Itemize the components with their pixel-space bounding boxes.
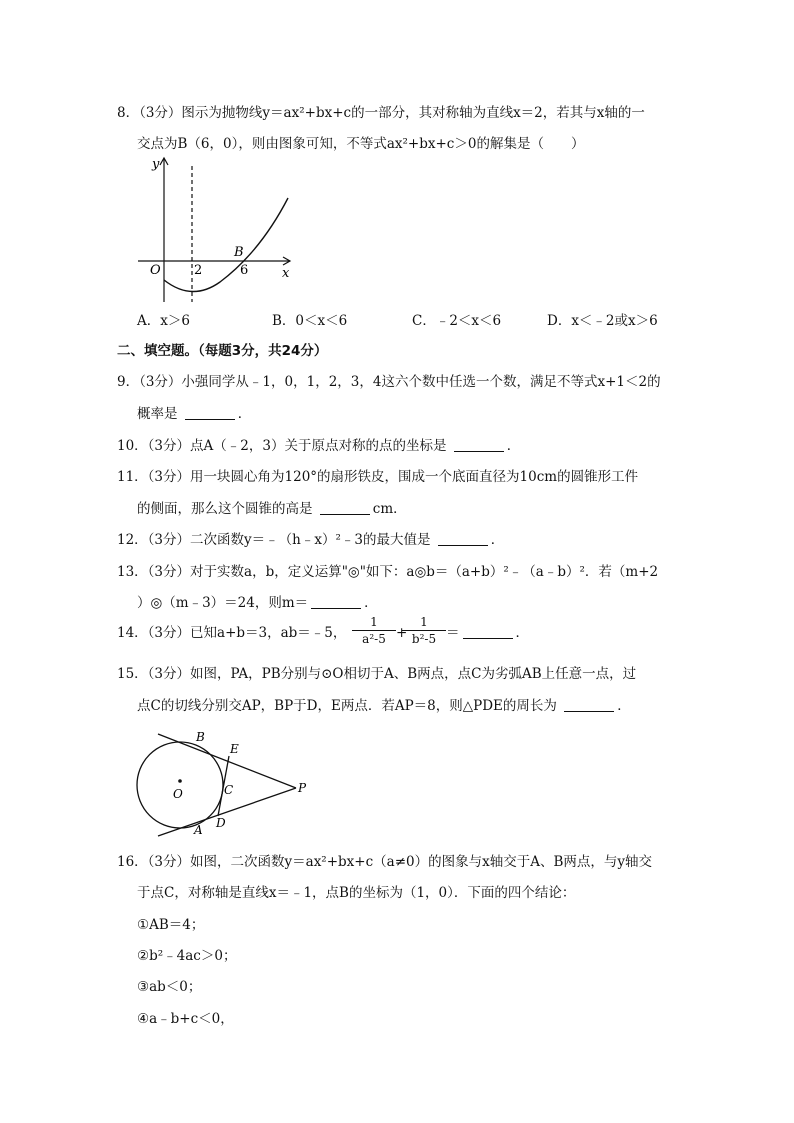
q14-equals: ＝: [446, 625, 460, 641]
q14-fraction-2-numerator: 1: [420, 615, 428, 629]
label-a: A: [194, 823, 203, 837]
q11-line1: 11．（3分）用一块圆心角为120°的扇形铁皮，围成一个底面直径为10cm的圆锥形工件: [117, 469, 639, 485]
q8-option-d: D．x＜﹣2或x＞6: [547, 313, 658, 329]
q11-unit: cm．: [372, 501, 407, 517]
tick-2-label: 2: [194, 263, 203, 278]
q14-fraction-1: [352, 615, 396, 646]
q14-line: 14．（3分）已知a+b＝3，ab＝﹣5，: [117, 625, 347, 641]
q8-line2: 交点为B（6，0），则由图象可知，不等式ax²+bx+c＞0的解集是（ ）: [137, 136, 585, 152]
q16-item-2: ②b²﹣4ac＞0；: [137, 948, 237, 964]
q16-line2: 于点C，对称轴是直线x＝﹣1，点B的坐标为（1，0）．下面的四个结论：: [137, 885, 576, 901]
q14-fraction-2-bar: [402, 630, 446, 631]
y-label: y: [152, 157, 160, 172]
label-o: O: [173, 787, 183, 801]
q14-answer-blank: [463, 625, 513, 639]
q13-line2: ）◎（m﹣3）＝24，则m＝ ．: [137, 595, 378, 611]
q13-line2-text: ）◎（m﹣3）＝24，则m＝: [137, 595, 309, 611]
q13-line1: 13．（3分）对于实数a，b，定义运算"◎"如下：a◎b＝（a+b）²﹣（a﹣b）²．若（m+2: [117, 564, 659, 580]
label-p: P: [298, 781, 307, 795]
q11-line2: [137, 499, 407, 519]
q9-line2-text: 概率是: [137, 406, 178, 422]
q10-line: 10．（3分）点A（﹣2，3）关于原点对称的点的坐标是 ．: [117, 438, 521, 454]
q8-option-c: C．﹣2＜x＜6: [412, 313, 502, 329]
q11-line2-text: 的侧面，那么这个圆锥的高是: [137, 501, 313, 517]
q14-plus: +: [396, 625, 408, 641]
q15-line1: 15．（3分）如图，PA，PB分别与⊙O相切于A、B两点，点C为劣弧AB上任意一点，过: [117, 666, 637, 682]
label-b: B: [196, 730, 205, 744]
tick-6-label: 6: [240, 263, 249, 278]
q12-text: 12．（3分）二次函数y＝﹣（h﹣x）²﹣3的最大值是: [117, 532, 431, 548]
parabola-curve: [164, 198, 288, 292]
q14-fraction-1-numerator: 1: [370, 615, 378, 629]
label-e: E: [230, 742, 239, 756]
q15-answer-blank: [564, 698, 614, 712]
section-title: 二、填空题。（每题3分，共24分）: [117, 343, 328, 359]
q15-line2-text: 点C的切线分别交AP，BP于D，E两点．若AP＝8，则△PDE的周长为: [137, 698, 557, 714]
x-label: x: [282, 266, 290, 281]
q15-line2: 点C的切线分别交AP，BP于D，E两点．若AP＝8，则△PDE的周长为 ．: [137, 698, 631, 714]
q12-line: 12．（3分）二次函数y＝﹣（h﹣x）²﹣3的最大值是 ．: [117, 532, 505, 548]
q16-item-4: ④a﹣b+c＜0，: [137, 1011, 234, 1027]
q16-line1: 16．（3分）如图，二次函数y＝ax²+bx+c（a≠0）的图象与x轴交于A、B两点，与y轴交: [117, 854, 653, 870]
q9-line2: 概率是 ．: [137, 406, 252, 422]
center-point: [178, 779, 182, 783]
q13-answer-blank: [311, 595, 361, 609]
q12-answer-blank: [438, 532, 488, 546]
parabola-figure: [130, 152, 300, 312]
label-c: C: [224, 783, 234, 797]
label-d: D: [216, 816, 226, 830]
q9-answer-blank: [185, 406, 235, 420]
q16-item-1: ①AB＝4；: [137, 917, 205, 933]
q16-item-3: ③ab＜0；: [137, 979, 202, 995]
q14-fraction-2: [402, 615, 446, 646]
point-b-label: B: [234, 245, 244, 260]
q11-answer-blank: [320, 501, 370, 515]
q10-text: 10．（3分）点A（﹣2，3）关于原点对称的点的坐标是: [117, 438, 447, 454]
circle-tangent-figure: [130, 724, 320, 842]
q14-fraction-1-denominator: a²-5: [362, 632, 386, 646]
q8-option-a: A．x＞6: [137, 313, 190, 329]
origin-label: O: [150, 263, 161, 278]
q8-line1: 8．（3分）图示为抛物线y＝ax²+bx+c的一部分，其对称轴为直线x＝2，若其与x轴的一: [117, 105, 645, 121]
q10-answer-blank: [454, 438, 504, 452]
q14-fraction-1-bar: [352, 630, 396, 631]
q14-tail: ＝ ．: [446, 625, 529, 641]
q9-line1: 9．（3分）小强同学从﹣1，0，1，2，3，4这六个数中任选一个数，满足不等式x+1＜2的: [117, 374, 661, 390]
q14-fraction-2-denominator: b²-5: [411, 632, 437, 646]
q8-option-b: B．0＜x＜6: [272, 313, 348, 329]
